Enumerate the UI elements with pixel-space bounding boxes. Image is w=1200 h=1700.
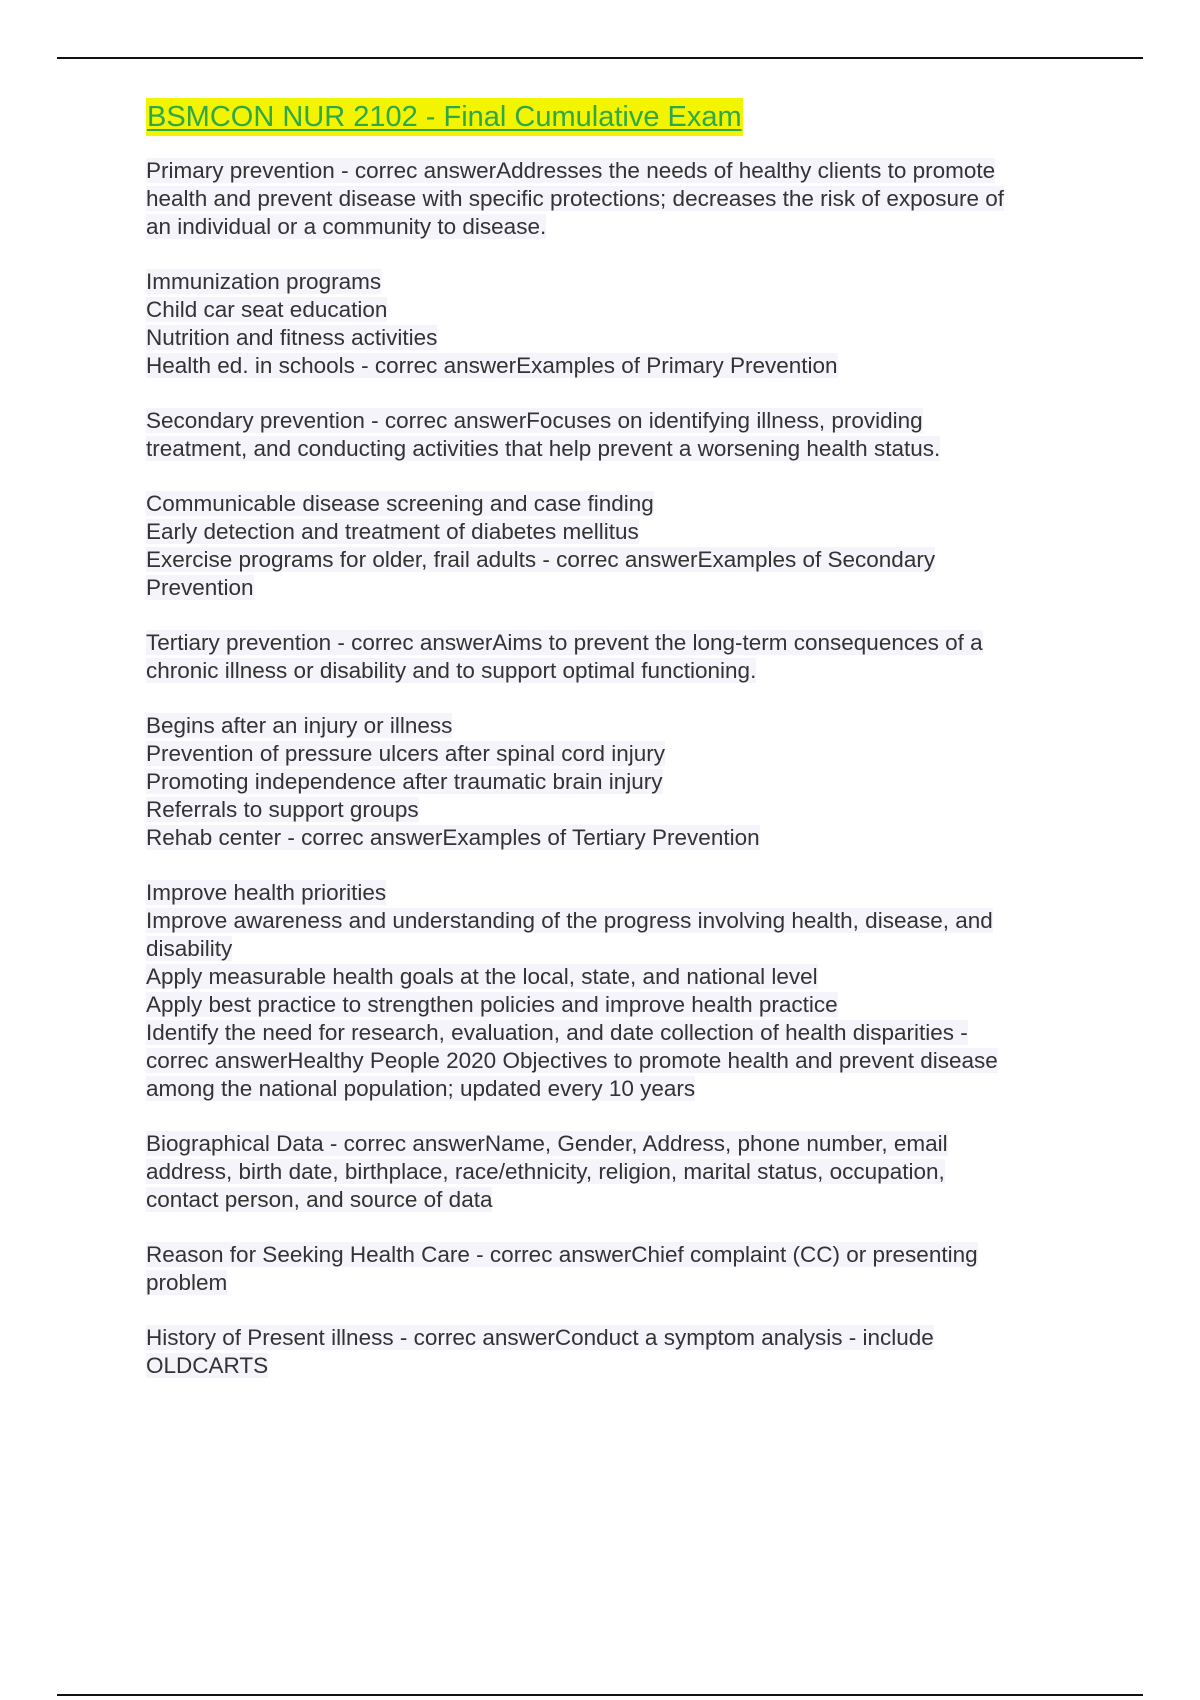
text-line <box>146 907 1086 935</box>
text-line <box>146 1130 1086 1158</box>
text-line <box>146 185 1086 213</box>
document-body <box>146 98 1086 1407</box>
bottom-divider <box>57 1694 1143 1696</box>
text-line <box>146 991 1086 1019</box>
text-line <box>146 213 1086 241</box>
qa-block <box>146 1324 1086 1380</box>
text-line-content: Rehab center - correc answerExamples of Tertiary Prevention <box>146 825 760 850</box>
text-line <box>146 407 1086 435</box>
text-line-content: disability <box>146 936 233 961</box>
text-line-content: Reason for Seeking Health Care - correc answerChief complaint (CC) or presenting <box>146 1242 978 1267</box>
text-line <box>146 1075 1086 1103</box>
document-title-link[interactable]: BSMCON NUR 2102 - Final Cumulative Exam <box>146 98 743 136</box>
qa-block <box>146 490 1086 602</box>
text-line-content: Primary prevention - correc answerAddresses the needs of healthy clients to promote <box>146 158 996 183</box>
text-line <box>146 963 1086 991</box>
text-line-content: health and prevent disease with specific protections; decreases the risk of exposure of <box>146 186 1004 211</box>
text-line-content: Apply measurable health goals at the local, state, and national level <box>146 964 818 989</box>
text-line <box>146 1324 1086 1352</box>
text-line-content: Child car seat education <box>146 297 388 322</box>
text-line <box>146 324 1086 352</box>
text-line-content: Tertiary prevention - correc answerAims to prevent the long-term consequences of a <box>146 630 983 655</box>
text-line <box>146 435 1086 463</box>
text-line-content: an individual or a community to disease. <box>146 214 547 239</box>
qa-block <box>146 629 1086 685</box>
text-line-content: contact person, and source of data <box>146 1187 493 1212</box>
text-line-content: among the national population; updated every 10 years <box>146 1076 696 1101</box>
text-line <box>146 518 1086 546</box>
qa-block <box>146 1241 1086 1297</box>
text-line <box>146 824 1086 852</box>
text-line-content: Early detection and treatment of diabetes mellitus <box>146 519 639 544</box>
text-line-content: Promoting independence after traumatic brain injury <box>146 769 663 794</box>
qa-block <box>146 1130 1086 1214</box>
text-line <box>146 712 1086 740</box>
text-line <box>146 657 1086 685</box>
text-line <box>146 740 1086 768</box>
text-line <box>146 296 1086 324</box>
text-line <box>146 629 1086 657</box>
text-line-content: Referrals to support groups <box>146 797 419 822</box>
text-line-content: Improve awareness and understanding of the progress involving health, disease, and <box>146 908 993 933</box>
text-line <box>146 490 1086 518</box>
text-line <box>146 1186 1086 1214</box>
text-line <box>146 1158 1086 1186</box>
text-line-content: Exercise programs for older, frail adults - correc answerExamples of Secondary <box>146 547 936 572</box>
text-line <box>146 1352 1086 1380</box>
text-line-content: problem <box>146 1270 228 1295</box>
text-line-content: Begins after an injury or illness <box>146 713 453 738</box>
text-line-content: chronic illness or disability and to support optimal functioning. <box>146 658 757 683</box>
qa-block <box>146 268 1086 380</box>
qa-block <box>146 407 1086 463</box>
qa-block <box>146 157 1086 241</box>
text-line <box>146 879 1086 907</box>
text-line-content: Improve health priorities <box>146 880 387 905</box>
text-line-content: Secondary prevention - correc answerFocuses on identifying illness, providing <box>146 408 923 433</box>
text-line-content: Prevention <box>146 575 254 600</box>
qa-block <box>146 712 1086 852</box>
text-line-content: Identify the need for research, evaluation, and date collection of health disparities - <box>146 1020 968 1045</box>
text-line <box>146 1019 1086 1047</box>
text-line-content: History of Present illness - correc answerConduct a symptom analysis - include <box>146 1325 934 1350</box>
text-line <box>146 935 1086 963</box>
qa-blocks <box>146 157 1086 1380</box>
qa-block <box>146 879 1086 1103</box>
text-line-content: address, birth date, birthplace, race/ethnicity, religion, marital status, occupation, <box>146 1159 945 1184</box>
text-line <box>146 157 1086 185</box>
text-line-content: Nutrition and fitness activities <box>146 325 438 350</box>
text-line <box>146 268 1086 296</box>
text-line-content: Prevention of pressure ulcers after spinal cord injury <box>146 741 665 766</box>
text-line <box>146 1241 1086 1269</box>
text-line-content: correc answerHealthy People 2020 Objectives to promote health and prevent disease <box>146 1048 998 1073</box>
text-line <box>146 546 1086 574</box>
text-line <box>146 796 1086 824</box>
text-line <box>146 574 1086 602</box>
top-divider <box>57 57 1143 59</box>
text-line <box>146 1047 1086 1075</box>
text-line-content: Apply best practice to strengthen policies and improve health practice <box>146 992 838 1017</box>
text-line <box>146 352 1086 380</box>
text-line-content: OLDCARTS <box>146 1353 269 1378</box>
text-line-content: Health ed. in schools - correc answerExamples of Primary Prevention <box>146 353 838 378</box>
text-line-content: Immunization programs <box>146 269 382 294</box>
text-line <box>146 1269 1086 1297</box>
text-line-content: Biographical Data - correc answerName, Gender, Address, phone number, email <box>146 1131 948 1156</box>
text-line <box>146 768 1086 796</box>
text-line-content: treatment, and conducting activities that help prevent a worsening health status. <box>146 436 941 461</box>
text-line-content: Communicable disease screening and case finding <box>146 491 654 516</box>
